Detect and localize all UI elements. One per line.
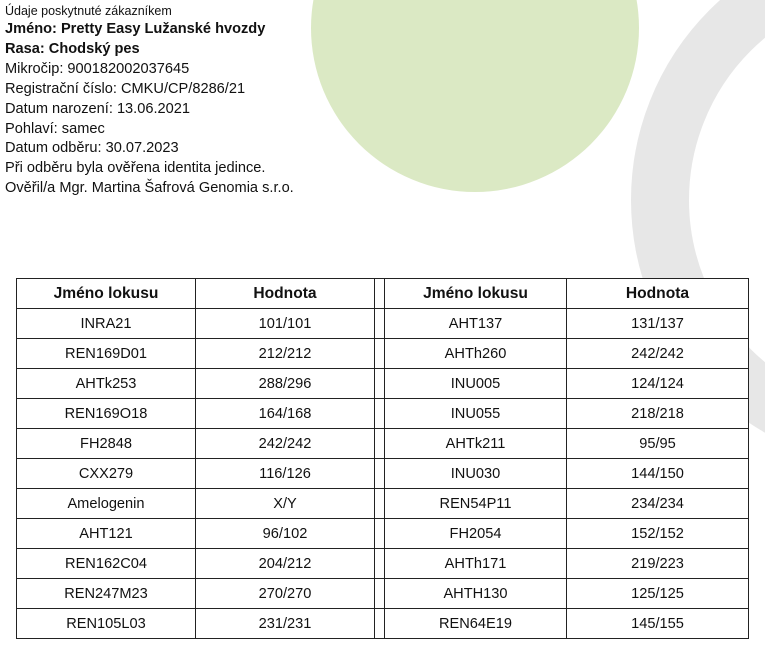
cell-value-left: X/Y: [196, 489, 375, 519]
table-row: [17, 489, 749, 519]
table-row: [17, 549, 749, 579]
cell-locus-left: AHT121: [17, 519, 196, 549]
column-header-locus-left: Jméno lokusu: [17, 279, 196, 309]
cell-value-right: 124/124: [567, 369, 749, 399]
cell-locus-right: INU005: [385, 369, 567, 399]
cell-value-right: 234/234: [567, 489, 749, 519]
cell-locus-left: INRA21: [17, 309, 196, 339]
genotype-table: [16, 278, 749, 639]
column-gap: [375, 279, 385, 309]
table-row: [17, 609, 749, 639]
cell-value-left: 212/212: [196, 339, 375, 369]
cell-locus-left: REN169D01: [17, 339, 196, 369]
column-gap-cell: [375, 399, 385, 429]
cell-locus-right: REN54P11: [385, 489, 567, 519]
cell-locus-left: REN247M23: [17, 579, 196, 609]
birth-date: Datum narození: 13.06.2021: [5, 100, 190, 117]
cell-locus-left: REN169O18: [17, 399, 196, 429]
cell-value-left: 204/212: [196, 549, 375, 579]
cell-locus-left: Amelogenin: [17, 489, 196, 519]
cell-value-right: 145/155: [567, 609, 749, 639]
table-row: [17, 369, 749, 399]
cell-locus-right: REN64E19: [385, 609, 567, 639]
column-gap-cell: [375, 369, 385, 399]
table-body: [17, 309, 749, 639]
cell-locus-right: AHTh171: [385, 549, 567, 579]
table-row: [17, 339, 749, 369]
cell-locus-right: AHTH130: [385, 579, 567, 609]
cell-value-left: 96/102: [196, 519, 375, 549]
sampling-date: Datum odběru: 30.07.2023: [5, 140, 179, 157]
column-gap-cell: [375, 489, 385, 519]
identity-note: Při odběru byla ověřena identita jedince.: [5, 160, 266, 177]
cell-value-right: 125/125: [567, 579, 749, 609]
cell-value-right: 218/218: [567, 399, 749, 429]
column-header-value-right: Hodnota: [567, 279, 749, 309]
cell-value-left: 116/126: [196, 459, 375, 489]
cell-value-left: 242/242: [196, 429, 375, 459]
genotype-table-container: [16, 278, 748, 639]
table-header-row: [17, 279, 749, 309]
cell-locus-right: INU055: [385, 399, 567, 429]
column-header-locus-right: Jméno lokusu: [385, 279, 567, 309]
cell-locus-left: REN162C04: [17, 549, 196, 579]
column-gap-cell: [375, 459, 385, 489]
cell-value-right: 144/150: [567, 459, 749, 489]
table-row: [17, 579, 749, 609]
dog-name: Jméno: Pretty Easy Lužanské hvozdy: [5, 21, 266, 37]
sex: Pohlaví: samec: [5, 120, 105, 137]
column-gap-cell: [375, 309, 385, 339]
registration-number: Registrační číslo: CMKU/CP/8286/21: [5, 80, 246, 97]
table-row: [17, 519, 749, 549]
cell-locus-left: REN105L03: [17, 609, 196, 639]
cell-value-left: 270/270: [196, 579, 375, 609]
cell-value-left: 101/101: [196, 309, 375, 339]
green-circle-decoration: [311, 0, 639, 192]
table-row: [17, 309, 749, 339]
cell-locus-right: FH2054: [385, 519, 567, 549]
cell-value-left: 288/296: [196, 369, 375, 399]
dog-breed: Rasa: Chodský pes: [5, 40, 140, 57]
column-gap-cell: [375, 609, 385, 639]
cell-value-right: 152/152: [567, 519, 749, 549]
verified-by: Ověřil/a Mgr. Martina Šafrová Genomia s.r.o.: [5, 180, 294, 197]
column-gap-cell: [375, 549, 385, 579]
table-row: [17, 429, 749, 459]
cell-locus-right: AHTh260: [385, 339, 567, 369]
cell-locus-right: INU030: [385, 459, 567, 489]
column-header-value-left: Hodnota: [196, 279, 375, 309]
column-gap-cell: [375, 339, 385, 369]
cell-value-left: 164/168: [196, 399, 375, 429]
cell-locus-left: AHTk253: [17, 369, 196, 399]
cell-locus-right: AHT137: [385, 309, 567, 339]
cell-locus-left: CXX279: [17, 459, 196, 489]
column-gap-cell: [375, 579, 385, 609]
customer-info: [5, 2, 294, 199]
cell-value-right: 219/223: [567, 549, 749, 579]
provided-by-customer-label: Údaje poskytnuté zákazníkem: [5, 4, 172, 18]
cell-value-left: 231/231: [196, 609, 375, 639]
cell-value-right: 242/242: [567, 339, 749, 369]
cell-locus-left: FH2848: [17, 429, 196, 459]
table-row: [17, 459, 749, 489]
cell-value-right: 131/137: [567, 309, 749, 339]
cell-locus-right: AHTk211: [385, 429, 567, 459]
microchip: Mikročip: 900182002037645: [5, 60, 190, 77]
table-row: [17, 399, 749, 429]
column-gap-cell: [375, 519, 385, 549]
cell-value-right: 95/95: [567, 429, 749, 459]
column-gap-cell: [375, 429, 385, 459]
